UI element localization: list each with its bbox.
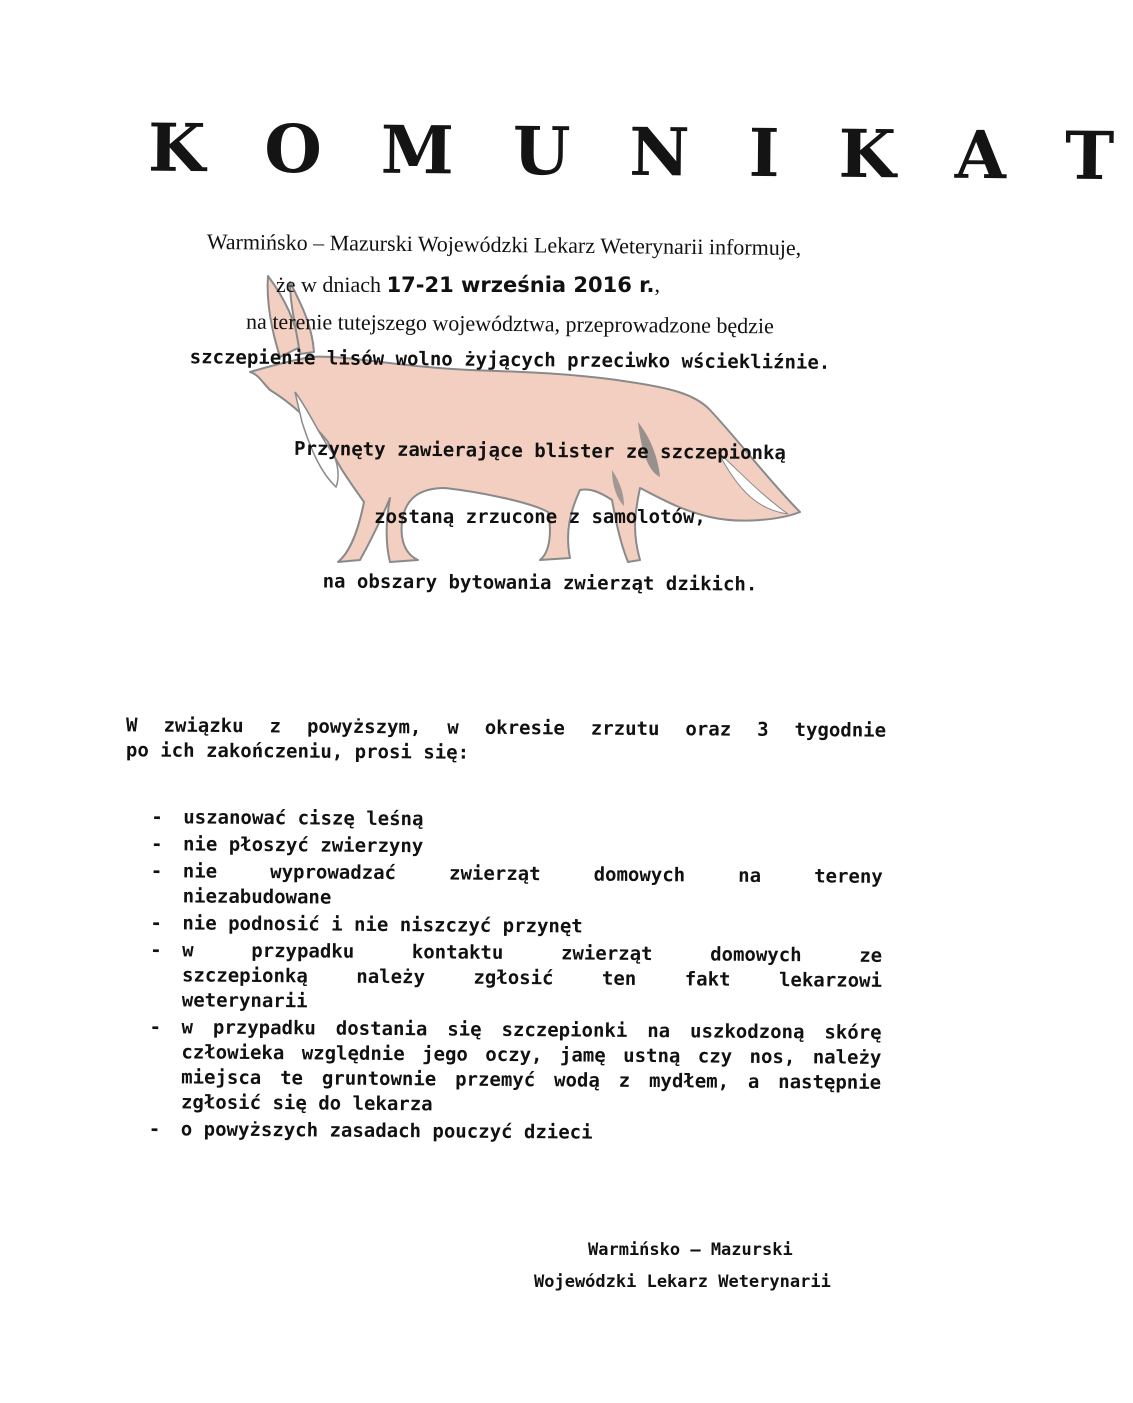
word: W: [126, 714, 138, 737]
list-item-text: o powyższych zasadach pouczyć dzieci: [180, 1118, 593, 1144]
intro-line-3: na terenie tutejszego województwa, przeprowadzone będzie: [246, 308, 774, 339]
word: zwierząt: [448, 862, 541, 886]
word: zrzutu: [590, 717, 660, 741]
word: oraz: [685, 718, 732, 741]
word: ten: [601, 967, 637, 990]
word: tereny: [814, 865, 883, 888]
campaign-dates: 17-21 września 2016 r.: [386, 273, 655, 297]
word: kontaktu: [411, 941, 504, 964]
word: ze: [859, 944, 883, 967]
word: wyprowadzać: [270, 861, 397, 885]
word: w: [447, 716, 459, 739]
word: przypadku: [251, 939, 355, 963]
request-paragraph: [126, 713, 886, 768]
intro-line-4: szczepienie lisów wolno żyjących przeciwko wściekliźnie.: [189, 346, 831, 374]
intro-line-2-suffix: ,: [654, 272, 660, 297]
word: lekarzowi: [778, 969, 883, 992]
list-item: [149, 1015, 882, 1121]
bait-info-line-3: na obszary bytowania zwierząt dzikich.: [322, 570, 758, 596]
word: okresie: [484, 716, 565, 740]
list-item-text: uszanować ciszę leśną: [183, 806, 424, 831]
intro-line-2-prefix: że w dniach: [276, 272, 387, 297]
list-item-line: niezabudowane: [182, 885, 332, 909]
list-item: [150, 911, 882, 942]
list-item-text: [182, 938, 883, 1018]
word: tygodnie: [794, 719, 887, 742]
list-dash: -: [150, 833, 163, 856]
word: fakt: [684, 968, 731, 991]
list-dash: -: [150, 912, 162, 935]
list-item-text: nie płoszyć zwierzyny: [182, 833, 424, 858]
intro-line-2: [188, 272, 748, 298]
word: zwierząt: [560, 942, 653, 966]
word: szczepionką: [181, 964, 308, 988]
signature-line-2: Wojewódzki Lekarz Weterynarii: [534, 1272, 831, 1292]
word: związku: [163, 714, 244, 738]
list-item: [151, 832, 883, 863]
word: powyższym,: [306, 715, 422, 739]
request-paragraph-line-2: po ich zakończeniu, prosi się:: [125, 739, 470, 764]
list-item: [151, 859, 883, 915]
word: domowych: [593, 863, 686, 887]
list-item-text: nie podnosić i nie niszczyć przynęt: [182, 912, 583, 938]
bait-info-line-1: Przynęty zawierające blister ze szczepionką: [293, 437, 787, 465]
list-item: [151, 805, 883, 836]
list-item-text: [183, 859, 883, 914]
list-dash: -: [150, 860, 163, 883]
word: należy: [356, 965, 426, 989]
word: domowych: [710, 943, 802, 967]
list-item-text: w przypadku dostania się szczepionki na uszkodzoną skórę człowieka względnie jego oczy, jamę ustną czy nos, należy miejsca te gruntownie przemyć wodą z mydłem, a następnie zgłosić się do lekarza: [180, 1016, 882, 1116]
word: 3: [757, 718, 769, 741]
list-dash: -: [151, 806, 163, 829]
notice-title: K O M U N I K A T: [147, 108, 1133, 196]
instructions-list: [149, 805, 884, 1150]
word: nie: [182, 860, 218, 883]
list-item-line: weterynarii: [181, 989, 308, 1013]
list-item: [150, 938, 883, 1019]
list-dash: -: [148, 1118, 161, 1141]
signature-line-1: Warmińsko – Mazurski: [588, 1240, 793, 1260]
intro-line-1: Warmińsko – Mazurski Wojewódzki Lekarz Weterynarii informuje,: [206, 228, 802, 261]
word: zgłosić: [473, 966, 554, 990]
word: z: [269, 715, 282, 738]
list-dash: -: [149, 1016, 162, 1039]
word: w: [182, 939, 194, 962]
word: na: [738, 864, 762, 887]
bait-info-line-2: zostaną zrzucone z samolotów,: [374, 506, 706, 528]
list-item: [149, 1117, 881, 1148]
list-dash: -: [150, 939, 162, 962]
